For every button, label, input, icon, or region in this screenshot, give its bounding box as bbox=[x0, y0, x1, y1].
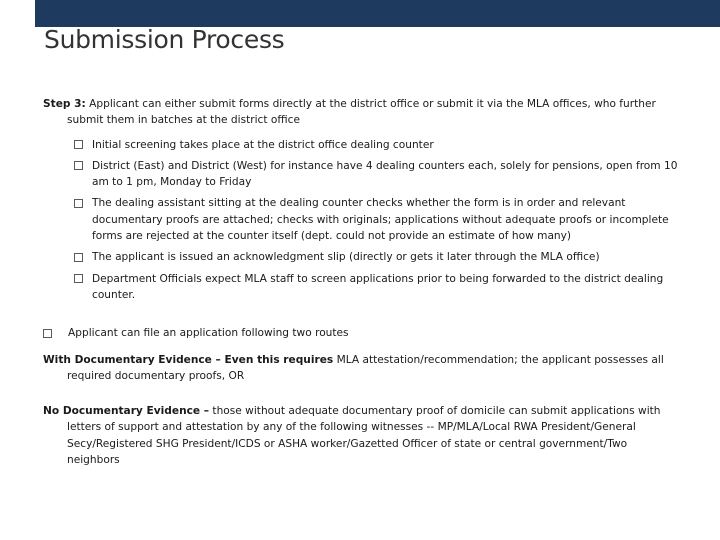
sub-item-text: The dealing assistant sitting at the dealing counter checks whether the form is in order and relevant documentary proofs are attached; checks with originals; applications without adequate proofs or incomplete forms are rejected at the counter itself (dept. could not provide an estimate of how many) bbox=[92, 197, 669, 243]
sub-list-item bbox=[43, 137, 683, 153]
with-documentary-evidence-paragraph bbox=[43, 352, 683, 385]
sub-list-item bbox=[43, 271, 683, 304]
sub-item-text: District (East) and District (West) for instance have 4 dealing counters each, solely for pensions, open from 10 am to 1 pm, Monday to Friday bbox=[92, 159, 678, 189]
no-documentary-evidence-paragraph bbox=[43, 403, 683, 468]
step-text: Applicant can either submit forms directly at the district office or submit it via the MLA offices, who further submit them in batches at the district office bbox=[67, 98, 656, 127]
sub-list-item bbox=[43, 158, 683, 191]
header-bar-gap bbox=[0, 0, 35, 27]
with-docs-text: MLA attestation/recommendation; the applicant possesses all required documentary proofs, OR bbox=[67, 353, 664, 382]
step-3-paragraph bbox=[43, 96, 683, 129]
sub-list-item bbox=[43, 195, 683, 244]
screening-sub-list bbox=[43, 137, 683, 304]
checkbox-icon bbox=[74, 158, 83, 174]
checkbox-icon bbox=[74, 249, 83, 265]
step-label: Step 3: bbox=[43, 98, 86, 110]
checkbox-icon bbox=[74, 137, 83, 153]
checkbox-icon bbox=[74, 271, 83, 287]
no-docs-text: those without adequate documentary proof of domicile can submit applications with letters of support and attestation by any of the following witnesses -- MP/MLA/Local RWA President/General Secy/Registered SHG President/ICDS or ASHA worker/Gazetted Officer of state or central government/Two neighbors bbox=[67, 405, 661, 467]
sub-item-text: Initial screening takes place at the district office dealing counter bbox=[92, 138, 434, 151]
with-docs-label: With Documentary Evidence – Even this requires bbox=[43, 353, 334, 366]
routes-text: Applicant can file an application following two routes bbox=[68, 327, 349, 340]
checkbox-icon bbox=[43, 325, 52, 341]
sub-item-text: Department Officials expect MLA staff to screen applications prior to being forwarded to the district dealing counter. bbox=[92, 272, 664, 301]
slide-body bbox=[43, 96, 683, 477]
no-docs-label: No Documentary Evidence – bbox=[43, 405, 210, 418]
header-bar bbox=[0, 0, 720, 27]
sub-list-item bbox=[43, 249, 683, 265]
routes-item bbox=[43, 325, 683, 341]
sub-item-text: The applicant is issued an acknowledgment slip (directly or gets it later through the MLA office) bbox=[92, 251, 600, 264]
slide-title: Submission Process bbox=[44, 25, 285, 54]
checkbox-icon bbox=[74, 195, 83, 211]
